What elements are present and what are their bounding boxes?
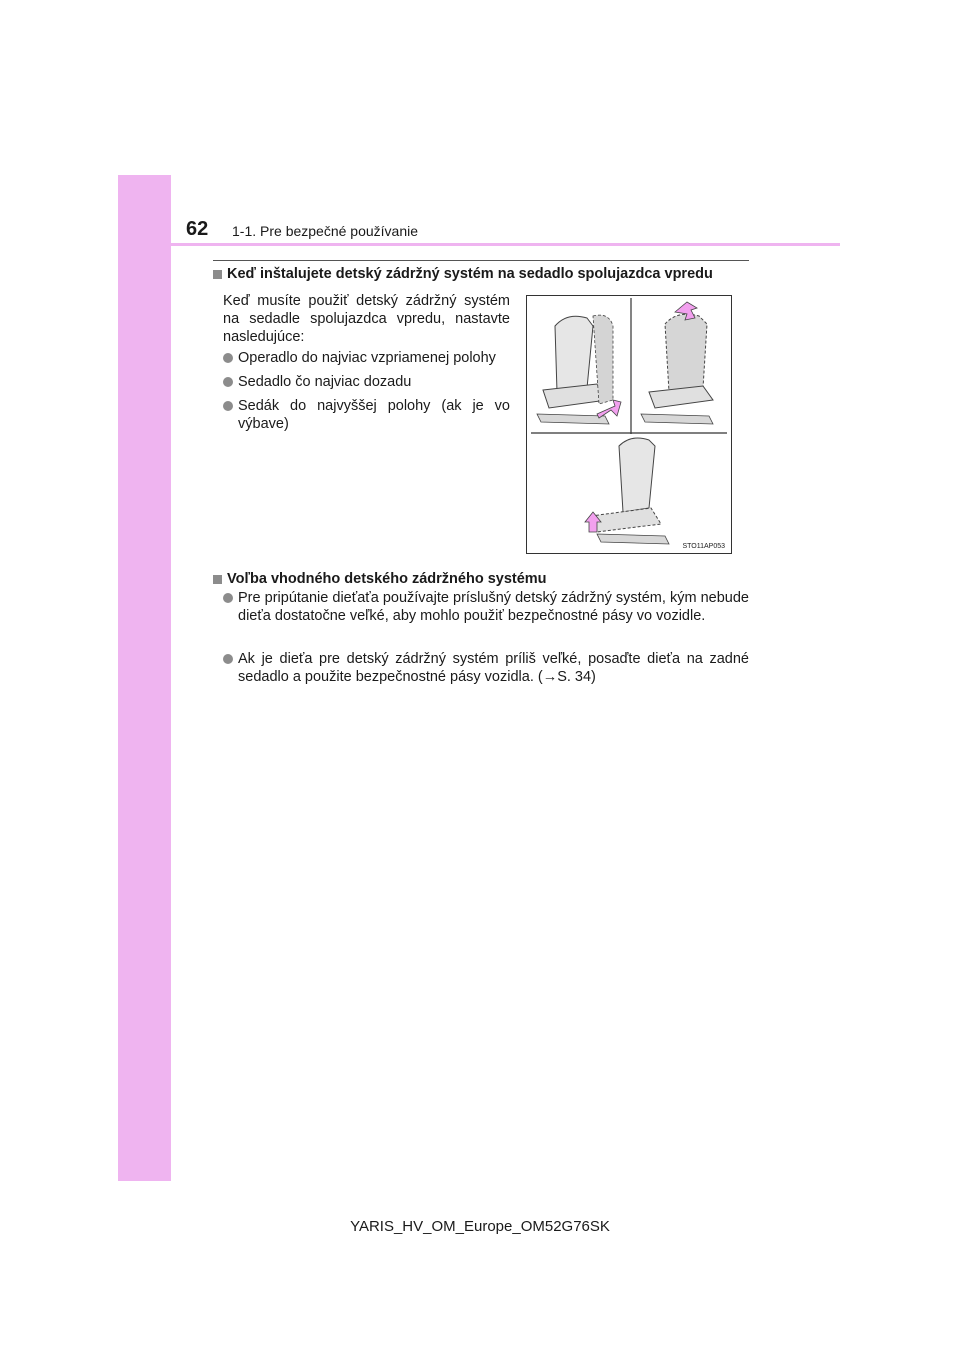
list-item <box>223 373 510 391</box>
seat-backrest-panel <box>537 315 621 424</box>
section1-intro: Keď musíte použiť detský zádržný systém na sedadle spolujazdca vpredu, nastavte nasledujúce: <box>223 293 510 345</box>
round-bullet-icon <box>223 377 233 387</box>
list-item <box>223 397 510 433</box>
list-item <box>223 349 510 367</box>
square-bullet-icon <box>213 575 222 584</box>
seat-adjustment-figure <box>526 295 732 554</box>
section1-heading <box>213 266 713 282</box>
seat-illustration <box>527 296 731 553</box>
list-item-text: Sedadlo čo najviac dozadu <box>238 374 412 390</box>
header-rule <box>118 243 840 246</box>
list-item <box>223 650 749 686</box>
list-item-text: Pre pripútanie dieťaťa používajte príslušný detský zádržný systém, kým nebude dieťa dostatočne veľké, aby mohlo použiť bezpečnostné pásy vo vozidle. <box>238 590 749 624</box>
list-item <box>223 589 749 625</box>
round-bullet-icon <box>223 401 233 411</box>
list-item-text: Ak je dieťa pre detský zádržný systém príliš veľké, posaďte dieťa na zadné sedadlo a použite bezpečnostné pásy vozidla. (→S. 34) <box>238 651 749 685</box>
square-bullet-icon <box>213 270 222 279</box>
list-item-text: Operadlo do najviac vzpriamenej polohy <box>238 350 496 366</box>
seat-height-panel <box>585 438 669 544</box>
list-item-text: Sedák do najvyššej polohy (ak je vo výbave) <box>238 398 510 432</box>
section2-heading-text: Voľba vhodného detského zádržného systému <box>227 571 547 587</box>
seat-slide-panel <box>641 302 713 424</box>
chapter-sidebar-tab <box>118 175 171 1181</box>
page-number: 62 <box>186 218 209 240</box>
section2-heading <box>213 571 547 587</box>
figure-code: STO11AP053 <box>682 543 725 550</box>
footer-doc-id: YARIS_HV_OM_Europe_OM52G76SK <box>350 1218 610 1235</box>
section1-heading-text: Keď inštalujete detský zádržný systém na sedadlo spolujazdca vpredu <box>227 266 713 282</box>
round-bullet-icon <box>223 654 233 664</box>
round-bullet-icon <box>223 593 233 603</box>
round-bullet-icon <box>223 353 233 363</box>
section-title: 1-1. Pre bezpečné používanie <box>232 223 419 239</box>
section-rule <box>213 260 749 261</box>
